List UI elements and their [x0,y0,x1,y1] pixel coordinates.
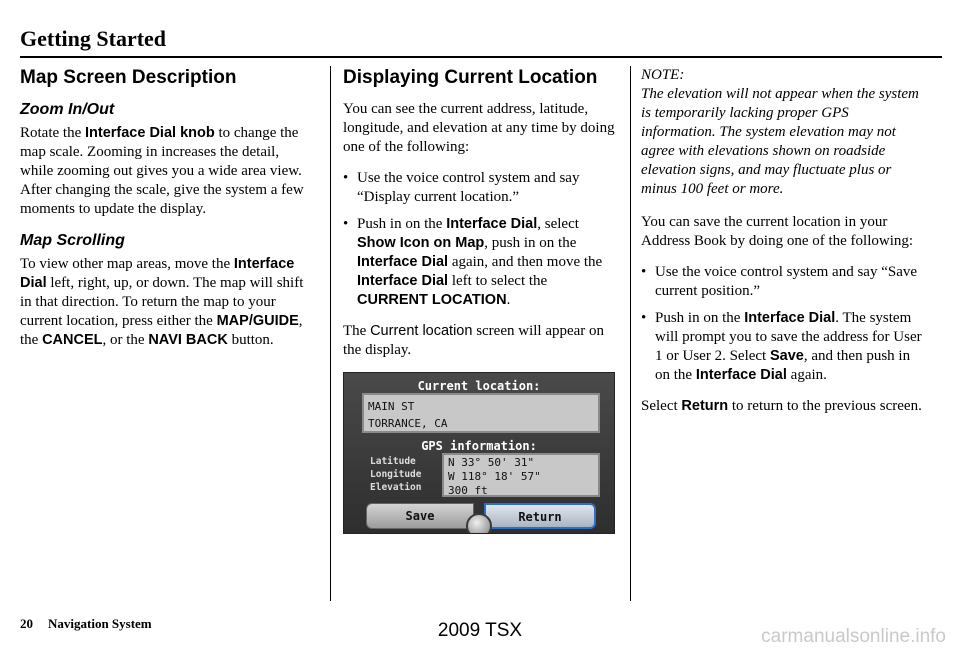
address-box [362,393,600,433]
term-interface-dial: Interface Dial [20,256,295,291]
note-text: The elevation will not appear when the system is temporarily lacking proper GPS information. The system elevation may not agree with elevations shown on roadside elevation signs, and may fluctuate plus or minus 100 feet or more. [641,86,919,197]
screen-caption: The Current location screen will appear on the display. [343,323,605,358]
footer-title: Navigation System [48,616,152,631]
interface-dial-knob-icon [466,513,492,534]
column-divider-1 [330,66,331,601]
list-item: • Use the voice control system and say “Save current position.” [641,263,923,301]
header-rule [20,56,942,58]
term-navi-back: NAVI BACK [148,332,228,348]
screen-return-button: Return [484,503,596,529]
column-divider-2 [630,66,631,601]
list-item: • Push in on the Interface Dial, select Show Icon on Map, push in on the Interface Dial again, and then move the Interface Dial left to select the CURRENT LOCATION. [343,215,621,310]
note-label: NOTE: [641,67,685,83]
latitude-label: Latitude [370,456,416,467]
save-intro: You can save the current location in your Address Book by doing one of the following: [641,214,914,249]
latitude-value: N 33° 50' 31" [448,456,535,469]
watermark: carmanualsonline.info [761,626,946,647]
subheading-zoom: Zoom In/Out [20,101,115,118]
elevation-label: Elevation [370,482,422,493]
section-heading-current-location: Displaying Current Location [343,67,598,88]
current-location-steps [343,169,621,310]
column-notes [641,66,923,428]
column-map-screen [20,66,316,362]
gps-labels [370,455,421,494]
scroll-paragraph: To view other map areas, move the Interface Dial left, right, up, or down. The map will shift in that direction. To return the map to your current location, press either the MAP/GUIDE, the CANCEL, or the NAVI BACK button. [20,256,304,348]
page-header-title: Getting Started [20,26,167,51]
longitude-value: W 118° 18' 57" [448,470,541,483]
address-street: MAIN ST [368,400,415,413]
elevation-value: 300 ft [448,484,488,497]
term-interface-dial-knob: Interface Dial knob [84,125,215,141]
term-map-guide: MAP/GUIDE [216,313,299,329]
save-steps [641,263,923,385]
list-item: • Push in on the Interface Dial. The system will prompt you to save the address for User 1 or User 2. Select Save, and then push in on the Interface Dial again. [641,309,923,385]
screen-header: Current location: [417,379,541,393]
list-item: • Use the voice control system and say “Display current location.” [343,169,621,207]
longitude-label: Longitude [370,469,422,480]
zoom-paragraph: Rotate the Interface Dial knob to change the map scale. Zooming in increases the detail, while zooming out gives you a wide area view. After changing the scale, give the system a few moments to update the display. [20,125,304,217]
screen-save-button: Save [366,503,474,529]
current-location-intro: You can see the current address, latitude, longitude, and elevation at any time by doing one of the following: [343,101,615,155]
column-current-location [343,66,621,534]
current-location-screen-image [343,372,615,534]
gps-header: GPS information: [421,439,537,453]
footer-model: 2009 TSX [437,620,523,641]
section-heading-map-screen: Map Screen Description [20,67,237,88]
return-paragraph: Select Return to return to the previous screen. [641,398,922,414]
gps-values-box [442,453,600,497]
address-city: TORRANCE, CA [368,417,448,430]
page-number: 20 [20,616,33,631]
term-cancel: CANCEL [42,332,103,348]
subheading-map-scrolling: Map Scrolling [20,232,125,249]
